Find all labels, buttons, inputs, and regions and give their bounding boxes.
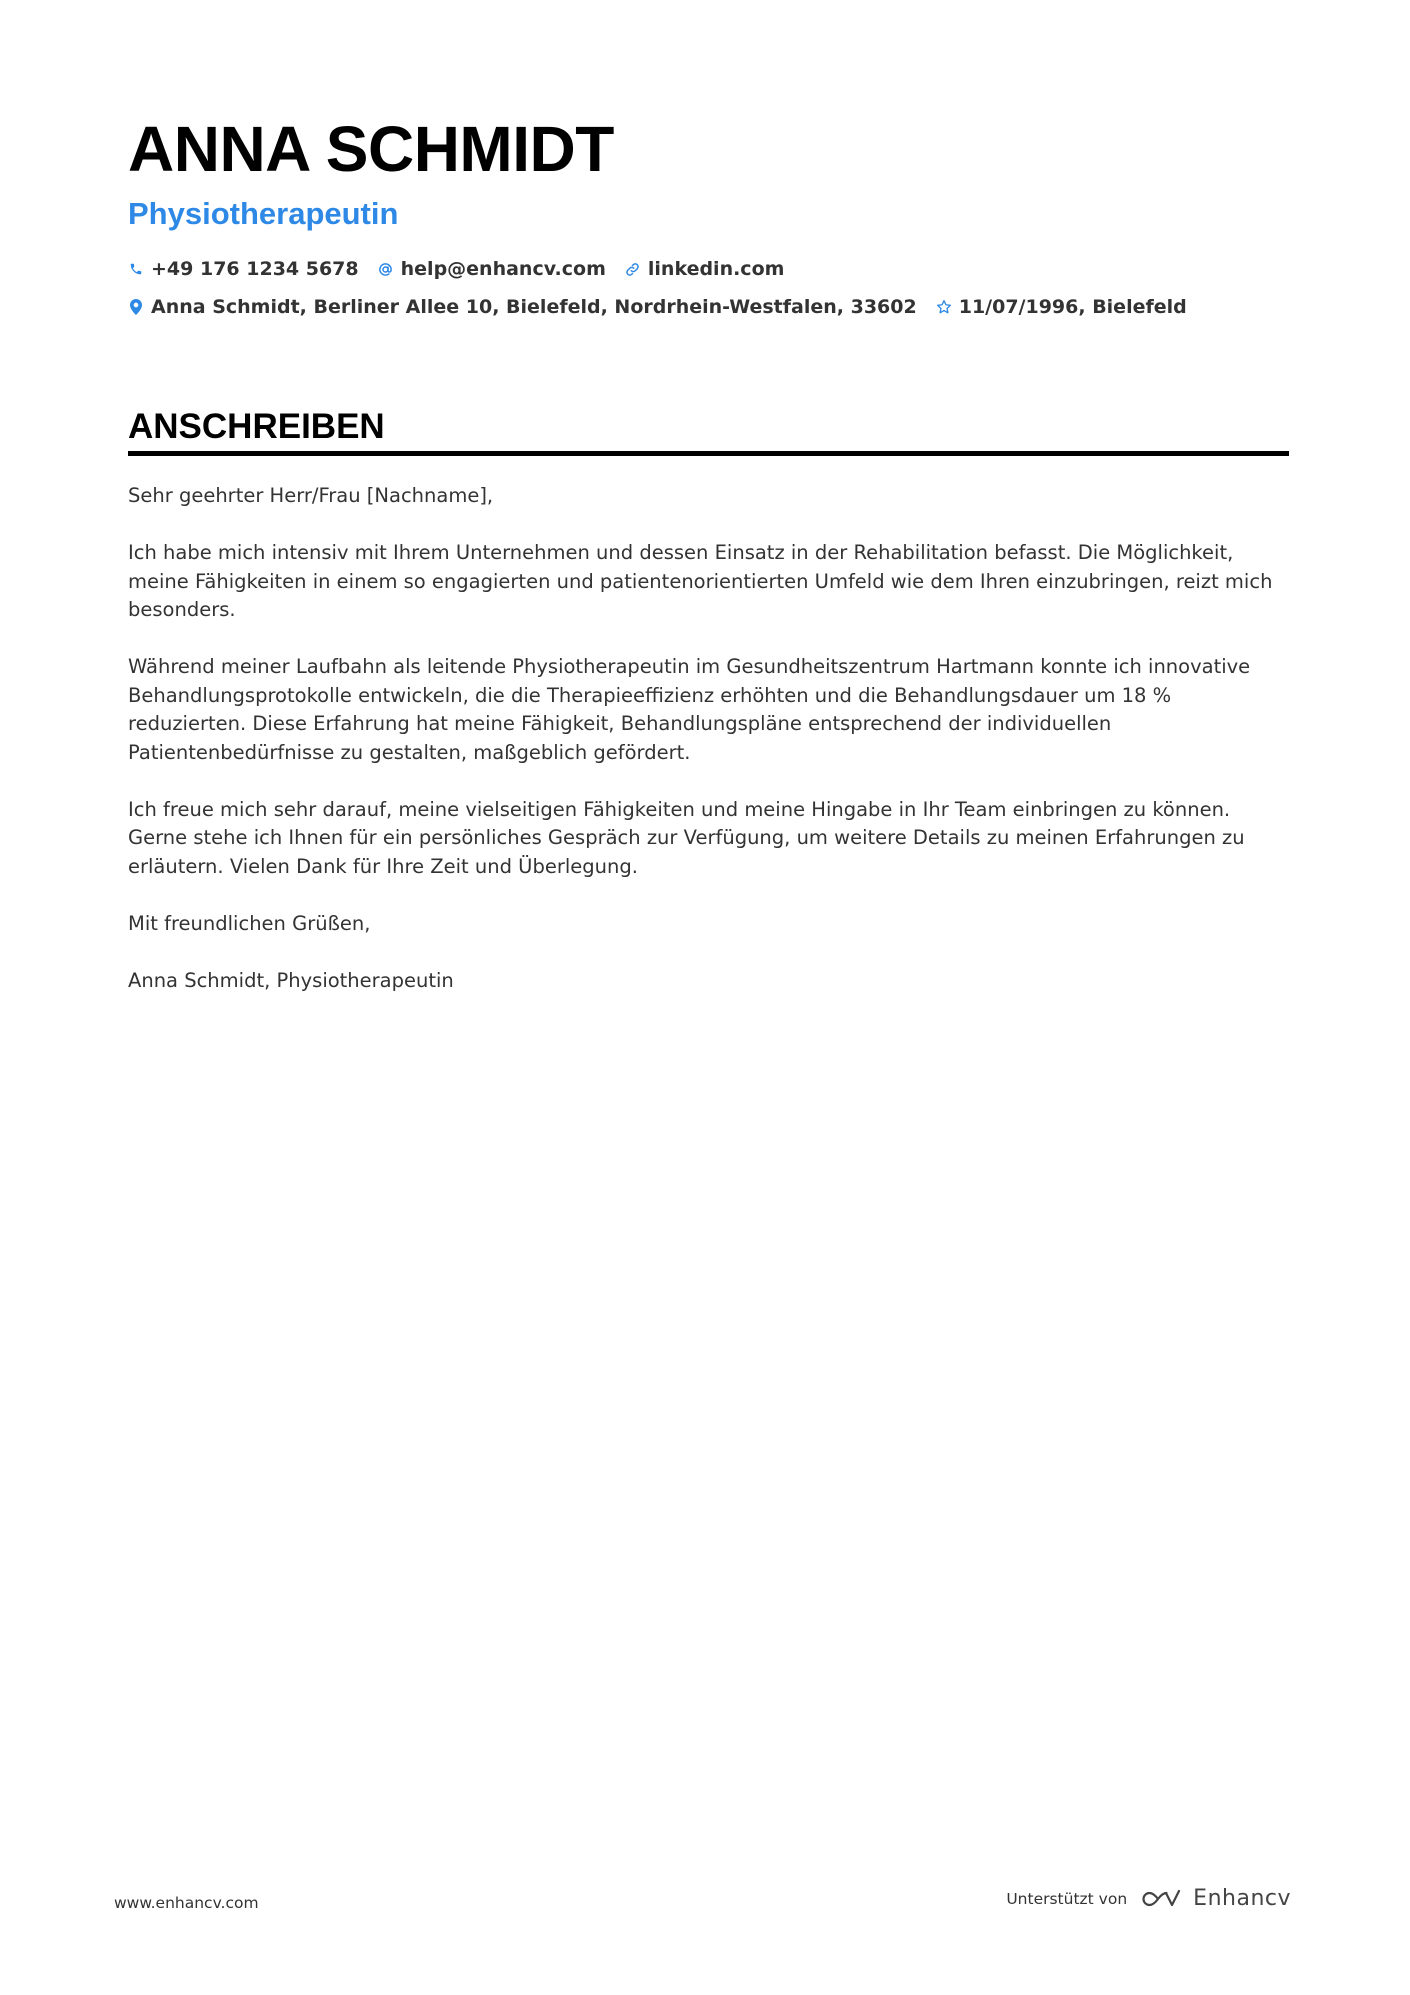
- footer-website[interactable]: www.enhancv.com: [114, 1894, 259, 1912]
- phone-text: +49 176 1234 5678: [151, 258, 359, 280]
- linkedin-text: linkedin.com: [647, 258, 785, 280]
- contact-address: [128, 294, 917, 320]
- phone-icon: [128, 260, 144, 278]
- closing: Mit freundlichen Grüßen,: [128, 911, 371, 935]
- letter-body: [128, 482, 1289, 995]
- header: [128, 112, 1288, 320]
- enhancv-logo-icon: [1139, 1887, 1183, 1911]
- at-icon: [378, 260, 394, 278]
- paragraph-3: Ich freue mich sehr darauf, meine vielseitigen Fähigkeiten und meine Hingabe in Ihr Team einbringen zu können. Gerne stehe ich Ihnen für ein persönliches Gespräch zur Verfügung, um weitere Details zu meinen Erfahrungen zu erläutern. Vielen Dank für Ihre Zeit und Überlegung.: [128, 797, 1245, 878]
- contact-row-1: [128, 256, 1288, 282]
- email-text: help@enhancv.com: [400, 258, 606, 280]
- star-icon: [936, 298, 952, 316]
- birth-text: 11/07/1996, Bielefeld: [958, 296, 1187, 318]
- enhancv-logo[interactable]: [1139, 1886, 1291, 1912]
- paragraph-2: Während meiner Laufbahn als leitende Physiotherapeutin im Gesundheitszentrum Hartmann konnte ich innovative Behandlungsprotokolle entwickeln, die die Therapieeffizienz erhöhten und die Behandlungsdauer um 18 % reduzierten. Diese Erfahrung hat meine Fähigkeit, Behandlungspläne entsprechend der individuellen Patientenbedürfnisse zu gestalten, maßgeblich gefördert.: [128, 655, 1251, 764]
- address-text: Anna Schmidt, Berliner Allee 10, Bielefeld, Nordrhein-Westfalen, 33602: [151, 296, 917, 318]
- powered-by-text: Unterstützt von: [1006, 1890, 1128, 1908]
- contact-row-2: [128, 294, 1288, 320]
- contact-linkedin[interactable]: [625, 256, 785, 282]
- enhancv-brand-name: Enhancv: [1193, 1886, 1291, 1911]
- link-icon: [625, 260, 641, 278]
- signature: Anna Schmidt, Physiotherapeutin: [128, 968, 454, 992]
- job-title: Physiotherapeutin: [128, 196, 399, 231]
- section-divider: [128, 451, 1289, 456]
- cover-letter-section: [128, 405, 1289, 1024]
- paragraph-1: Ich habe mich intensiv mit Ihrem Unternehmen und dessen Einsatz in der Rehabilitation befasst. Die Möglichkeit, meine Fähigkeiten in einem so engagierten und patientenorientierten Umfeld wie dem Ihren einzubringen, reizt mich besonders.: [128, 541, 1273, 621]
- contact-phone[interactable]: [128, 256, 359, 282]
- salutation: Sehr geehrter Herr/Frau [Nachname],: [128, 484, 494, 507]
- contact-birth: [936, 294, 1187, 320]
- section-heading: ANSCHREIBEN: [128, 407, 385, 446]
- contact-email[interactable]: [378, 256, 606, 282]
- location-pin-icon: [128, 298, 144, 316]
- candidate-name: ANNA SCHMIDT: [128, 113, 614, 185]
- footer-powered-by: [1006, 1886, 1291, 1912]
